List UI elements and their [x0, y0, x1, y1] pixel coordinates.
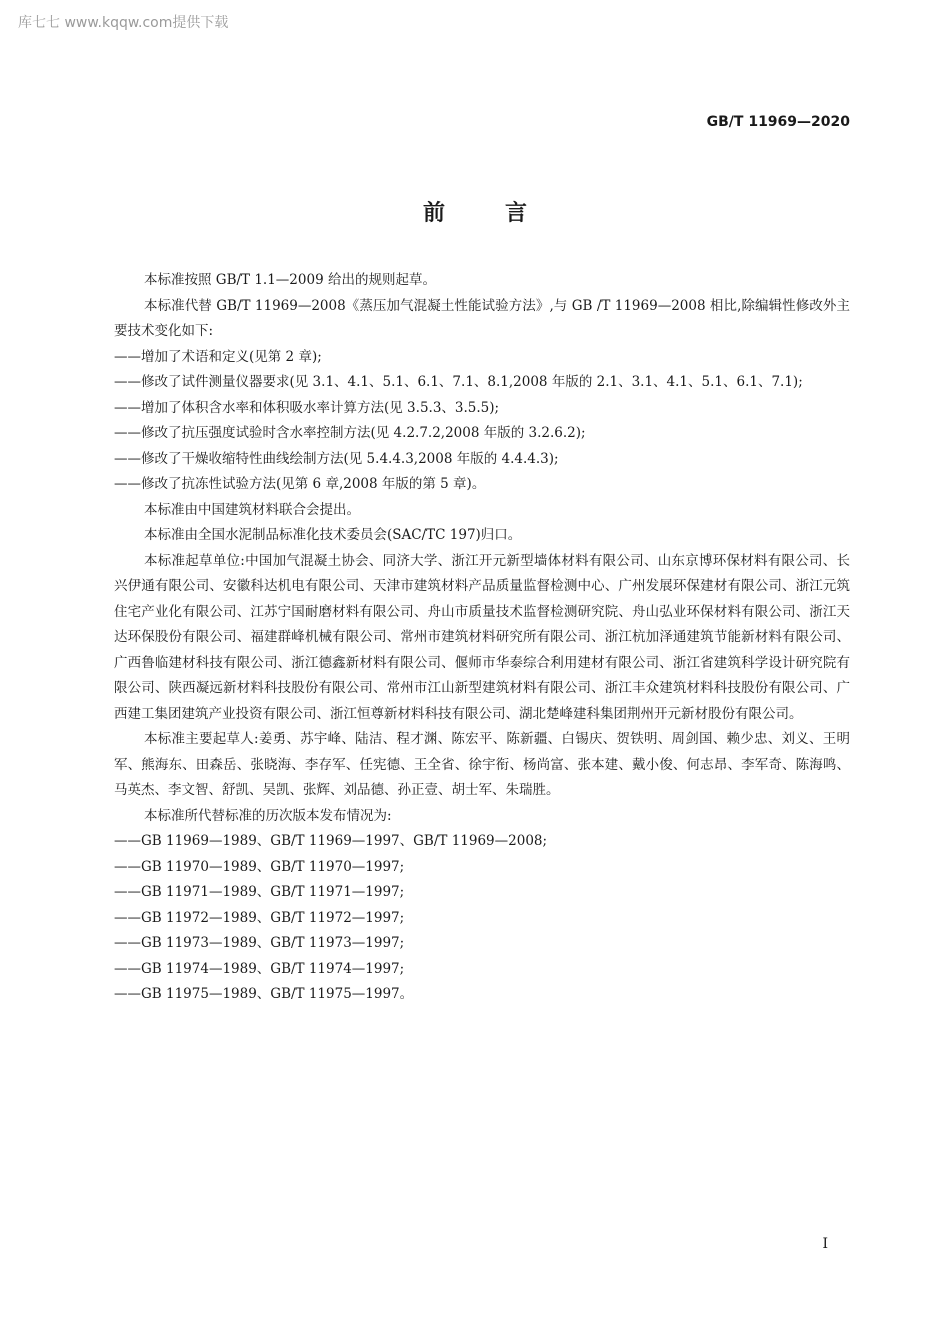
paragraph-replacement: 本标准代替 GB/T 11969—2008《蒸压加气混凝土性能试验方法》,与 GB /T 11969—2008 相比,除编辑性修改外主要技术变化如下: — [114, 297, 850, 339]
history-item: ——GB 11971—1989、GB/T 11971—1997; — [114, 884, 405, 900]
paragraph-drafters: 本标准主要起草人:姜勇、苏宇峰、陆洁、程才渊、陈宏平、陈新疆、白锡庆、贺铁明、周剑国、赖少忠、刘义、王明军、熊海东、田森岳、张晓海、李存军、任宪德、王全省、徐宇衔、杨尚富、张本建、戴小俊、何志昂、李军奇、陈海鸣、马英杰、李文智、舒凯、吴凯、张辉、刘品德、孙正壹、胡士军、朱瑞胜。 — [114, 731, 850, 798]
history-item: ——GB 11973—1989、GB/T 11973—1997; — [114, 935, 405, 951]
change-item: ——修改了抗压强度试验时含水率控制方法(见 4.2.7.2,2008 年版的 3.2.6.2); — [114, 425, 586, 441]
history-item: ——GB 11970—1989、GB/T 11970—1997; — [114, 858, 405, 875]
paragraph-drafting-units: 本标准起草单位:中国加气混凝土协会、同济大学、浙江开元新型墙体材料有限公司、山东京博环保材料有限公司、长兴伊通有限公司、安徽科达机电有限公司、天津市建筑材料产品质量监督检测中心、广州发展环保建材有限公司、浙江元筑住宅产业化有限公司、江苏宁国耐磨材料有限公司、舟山市质量技术监督检测研究院、舟山弘业环保材料有限公司、浙江天达环保股份有限公司、福建群峰机械有限公司、常州市建筑材料研究所有限公司、浙江杭加泽通建筑节能新材料有限公司、广西鲁临建材科技有限公司、浙江德鑫新材料有限公司、偃师市华泰综合利用建材有限公司、浙江省建筑科学设计研究院有限公司、陕西凝远新材料科技股份有限公司、常州市江山新型建筑材料有限公司、浙江丰众建筑材料科技股份有限公司、广西建工集团建筑产业投资有限公司、浙江恒尊新材料科技有限公司、湖北楚峰建科集团荆州开元新材股份有限公司。 — [114, 552, 850, 722]
history-item: ——GB 11972—1989、GB/T 11972—1997; — [114, 909, 405, 926]
history-item: ——GB 11975—1989、GB/T 11975—1997。 — [114, 986, 414, 1002]
page-number: I — [822, 1236, 828, 1252]
watermark-text: 库七七 www.kqqw.com提供下载 — [18, 15, 229, 31]
change-item: ——修改了抗冻性试验方法(见第 6 章,2008 年版的第 5 章)。 — [114, 476, 486, 492]
standard-code: GB/T 11969—2020 — [706, 114, 850, 130]
paragraph-committee: 本标准由全国水泥制品标准化技术委员会(SAC/TC 197)归口。 — [144, 527, 522, 543]
page-title: 前言 — [422, 201, 587, 226]
history-item: ——GB 11974—1989、GB/T 11974—1997; — [114, 960, 405, 977]
paragraph-proposer: 本标准由中国建筑材料联合会提出。 — [144, 501, 360, 518]
paragraph-drafting-rules: 本标准按照 GB/T 1.1—2009 给出的规则起草。 — [144, 272, 436, 288]
change-item: ——增加了术语和定义(见第 2 章); — [114, 348, 322, 365]
foreword-body — [114, 268, 850, 1008]
paragraph-history-intro: 本标准所代替标准的历次版本发布情况为: — [144, 807, 392, 824]
change-item: ——增加了体积含水率和体积吸水率计算方法(见 3.5.3、3.5.5); — [114, 399, 500, 416]
history-item: ——GB 11969—1989、GB/T 11969—1997、GB/T 11969—2008; — [114, 833, 548, 849]
change-item: ——修改了试件测量仪器要求(见 3.1、4.1、5.1、6.1、7.1、8.1,2008 年版的 2.1、3.1、4.1、5.1、6.1、7.1); — [114, 374, 803, 390]
change-item: ——修改了干燥收缩特性曲线绘制方法(见 5.4.4.3,2008 年版的 4.4.4.3); — [114, 450, 559, 467]
